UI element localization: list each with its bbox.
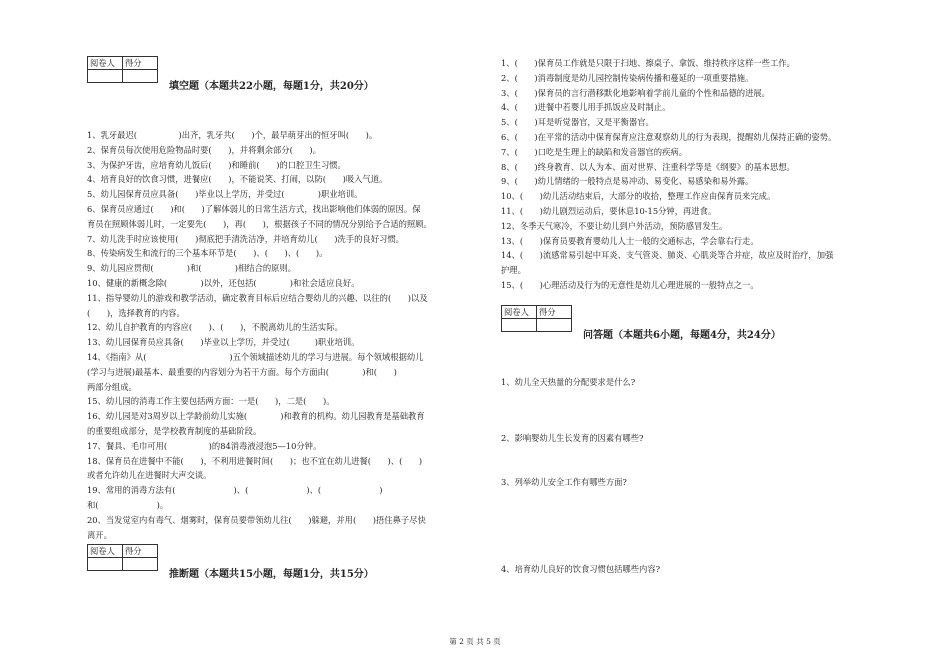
fill-section-title: 填空题（本题共22小题，每题1分，共20分） xyxy=(169,81,374,92)
score-cell[interactable] xyxy=(123,70,158,83)
fill-question-line: 8、传染病发生和流行的三个基本环节是( )、( )、( )。 xyxy=(87,248,328,259)
fill-question-line: (学习与进展)最基本、最重要的内容划分为若干方面。每个方面由( )和( ) xyxy=(87,366,397,377)
judge-question-line: 10、( )幼儿活动结束后，大部分的收拾，整理工作应由保育员来完成。 xyxy=(501,191,776,202)
fill-question-line: 3、为保护牙齿，应培育幼儿饭后( )和睡前( )的口腔卫生习惯。 xyxy=(87,159,346,170)
judge-question-line: 7、( )口吃是生理上的缺陷和发音器官的疾病。 xyxy=(501,146,687,157)
fill-question-line: 17、餐具、毛巾可用( )的84消毒液浸泡5—10分钟。 xyxy=(87,440,322,451)
right-column xyxy=(501,56,901,574)
fill-question-line: 两部分组成。 xyxy=(87,381,137,392)
grader-cell[interactable] xyxy=(502,319,537,332)
judge-question-line: 8、( )终身教育、以人为本、面对世界、注重科学等是《纲要》的基本思想。 xyxy=(501,161,795,172)
fill-question-line: 11、指导婴幼儿的游戏和教学活动，确定教育目标后应结合婴幼儿的兴趣、以往的( )以及 xyxy=(87,292,428,303)
qa-question-2: 2、影响婴幼儿生长发育的因素有哪些? xyxy=(501,433,644,443)
fill-question-line: 9、幼儿园应贯彻( )和( )相结合的原则。 xyxy=(87,263,297,274)
judge-question-line: 3、( )保育员的言行潜移默化地影响着学前儿童的个性和品德的进展。 xyxy=(501,87,770,98)
fill-question-line: 的重要组成部分，是学校教育制度的基础阶段。 xyxy=(87,425,262,436)
fill-question-line: 13、幼儿园保育员应具备( )毕业以上学历，并受过( )职业培训。 xyxy=(87,337,360,348)
fill-question-line: 6、保育员应通过( )和( )了解体弱儿的日常生活方式，找出影响他们体弱的原因。保 xyxy=(87,203,421,214)
page-footer: 第 2 页 共 5 页 xyxy=(449,637,501,646)
score-label: 得分 xyxy=(123,545,158,558)
fill-question-line: 10、健康的新概念除( )以外，还包括( )和社会适应良好。 xyxy=(87,277,360,288)
fill-question-line: 4、培育良好的饮食习惯，进餐应( )，不能说笑、打闹，以防( )吸入气道。 xyxy=(87,174,388,185)
judge-question-line: 9、( )幼儿情绪的一般特点是易冲动、易变化、易感染和易外露。 xyxy=(501,176,754,187)
judge-section-title: 推断题（本题共15小题，每题1分，共15分） xyxy=(169,569,374,580)
grader-label: 阅卷人 xyxy=(502,306,537,319)
fill-question-line: 15、幼儿园的消毒工作主要包括两方面：一是( )，二是( )。 xyxy=(87,396,335,407)
fill-question-line: 离开。 xyxy=(87,529,112,540)
fill-question-line: 16、幼儿园是对3周岁以上学龄前幼儿实施( )和教育的机构。幼儿园教育是基础教育 xyxy=(87,411,425,422)
fill-question-line: 5、幼儿园保育员应具备( )毕业以上学历，并受过( )职业培训。 xyxy=(87,189,363,200)
qa-section-title: 问答题（本题共6小题，每题4分，共24分） xyxy=(583,330,781,341)
score-cell[interactable] xyxy=(123,558,158,571)
fill-question-line: 20、当发觉室内有毒气、烟雾时，保育员要带领幼儿往( )躲避，并用( )捂住鼻子尽快 xyxy=(87,514,426,525)
fill-question-line: 或者允许幼儿在进餐时大声交谈。 xyxy=(87,470,212,481)
fill-question-list xyxy=(87,128,490,542)
judge-question-list xyxy=(501,56,901,293)
fill-question-line: 和( )。 xyxy=(87,499,169,510)
fill-question-line: 18、保育员在进餐中不能( )，不利用进餐时间( )；也不宜在幼儿进餐( )、( ) xyxy=(87,455,423,466)
fill-question-line: 7、幼儿洗手时应该使用( )彻底把手清洗洁净，并培育幼儿( )洗手的良好习惯。 xyxy=(87,233,404,244)
qa-question-4: 4、培育幼儿良好的饮食习惯包括哪些内容? xyxy=(501,564,661,574)
fill-question-line: 2、保育员每次使用危险物品时要( )，并将剩余部分( )。 xyxy=(87,144,321,155)
judge-question-line: 护理。 xyxy=(501,265,526,276)
judge-section-header xyxy=(87,544,490,582)
judge-question-line: 5、( )耳是听觉器官，又是平衡器官。 xyxy=(501,117,654,128)
judge-question-line: 6、( )在平常的活动中保育保育应注意观察幼儿的行为表现，提醒幼儿保持正确的姿势。 xyxy=(501,131,837,142)
qa-question-3: 3、列举幼儿安全工作有哪些方面? xyxy=(501,477,627,487)
score-label: 得分 xyxy=(123,57,158,70)
fill-question-line: 育员在照顾体弱儿时，一定要先( )，再( )，根据孩子不同的情况分别给予合适的照顾。 xyxy=(87,218,432,229)
grader-label: 阅卷人 xyxy=(88,57,123,70)
score-box xyxy=(501,305,572,332)
score-box xyxy=(87,544,158,571)
left-column xyxy=(87,56,490,580)
qa-question-1: 1、幼儿全天热量的分配要求是什么? xyxy=(501,377,636,387)
score-box xyxy=(87,56,158,83)
grader-cell[interactable] xyxy=(88,70,123,83)
judge-question-line: 13、( )保育员要教育婴幼儿人士一般的交通标志，学会靠右行走。 xyxy=(501,235,759,246)
judge-question-line: 1、( )保育员工作就是只限于扫地、擦桌子、拿饭、维持秩序这样一些工作。 xyxy=(501,58,795,68)
judge-question-line: 14、( )流感常易引起中耳炎、支气管炎、肺炎、心肌炎等合并症，故应及时治疗，加强 xyxy=(501,250,834,261)
grader-cell[interactable] xyxy=(88,558,123,571)
judge-question-line: 11、( )幼儿剧烈运动后，要休息10-15分钟，再进食。 xyxy=(501,205,717,216)
fill-section-header xyxy=(87,56,490,94)
fill-question-line: ( )，选择教育的内容。 xyxy=(87,307,185,318)
judge-question-line: 12、冬季天气寒冷，不要让幼儿到户外活动，预防感冒发生。 xyxy=(501,220,728,231)
judge-question-line: 15、( )心理活动及行为的无意性是幼儿心理进展的一般特点之一。 xyxy=(501,279,759,290)
judge-question-line: 2、( )消毒制度是幼儿园控制传染病传播和蔓延的一项重要措施。 xyxy=(501,72,754,83)
fill-question-line: 1、乳牙最迟( )出齐，乳牙共( )个，最早萌芽出的恒牙叫( )。 xyxy=(87,130,378,140)
fill-question-line: 14、《指南》从( )五个领域描述幼儿的学习与进展。每个领域根据幼儿 xyxy=(87,351,424,362)
score-cell[interactable] xyxy=(537,319,572,332)
judge-question-line: 4、( )进餐中若婴儿用手抓饭应及时制止。 xyxy=(501,102,671,113)
fill-question-line: 12、幼儿自护教育的内容应( )、( )，不脱离幼儿的生活实际。 xyxy=(87,322,343,333)
score-label: 得分 xyxy=(537,306,572,319)
grader-label: 阅卷人 xyxy=(88,545,123,558)
fill-question-line: 19、常用的消毒方法有( )、( )、( ) xyxy=(87,485,383,496)
spacer xyxy=(87,94,490,128)
qa-section-header xyxy=(501,305,901,343)
